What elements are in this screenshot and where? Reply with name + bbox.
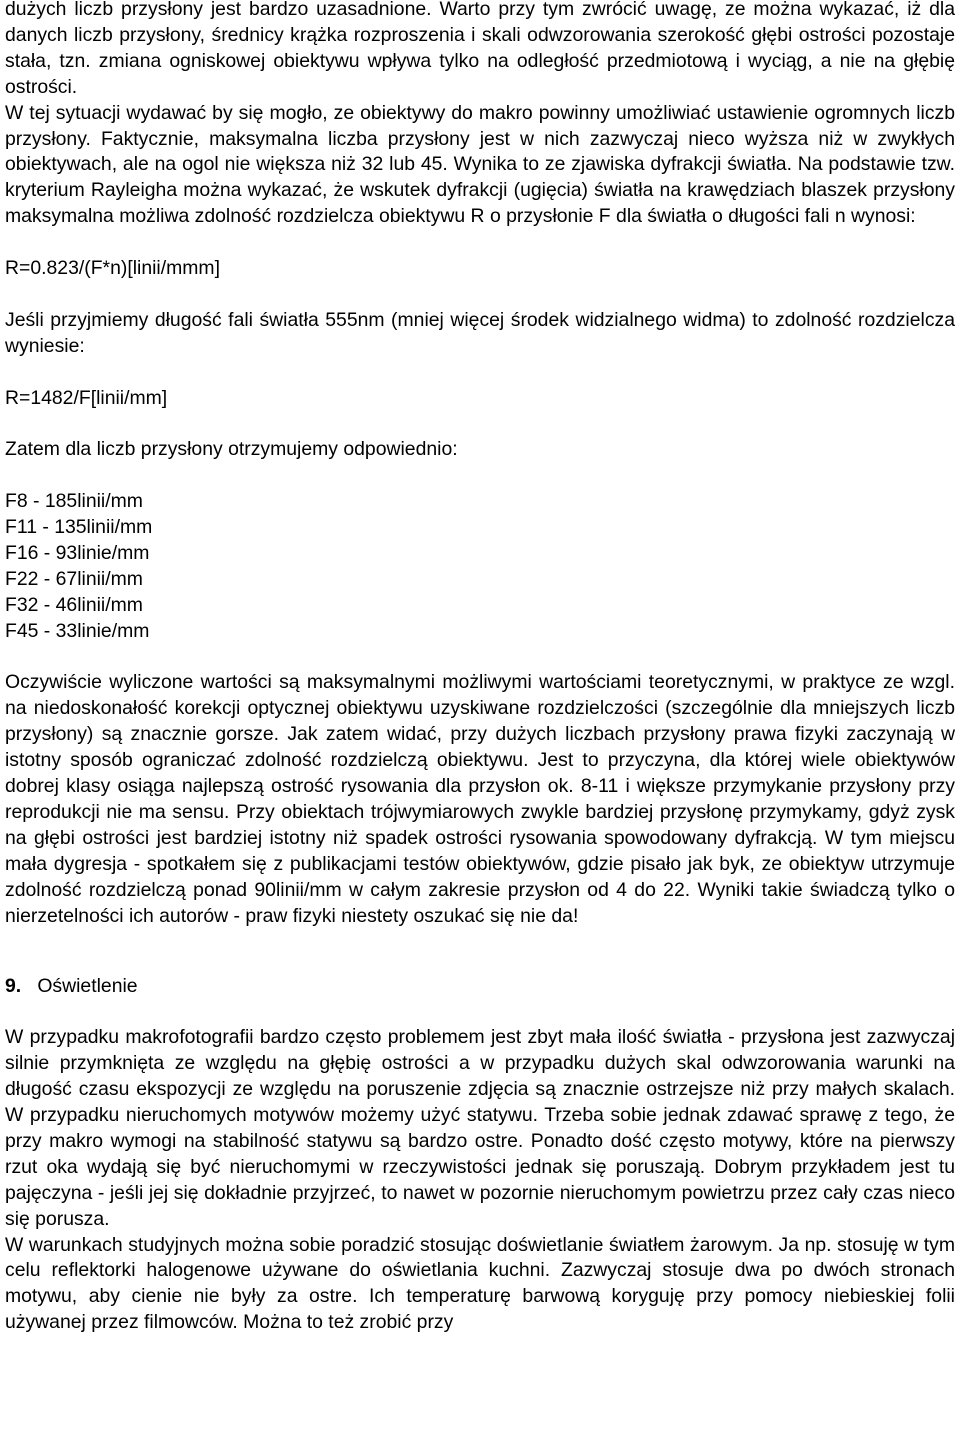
aperture-resolution-list (5, 489, 955, 644)
paragraph: dużych liczb przysłony jest bardzo uzasadnione. Warto przy tym zwrócić uwagę, ze można wykazać, iż dla danych liczb przysłony, średnicy krążka rozproszenia i skali odwzorowania szerokość głębi ostrości pozostaje stała, tzn. zmiana ogniskowej obiektywu wpływa tylko na odległość przedmiotową i wyciąg, a nie na głębię ostrości. (5, 0, 955, 98)
paragraph: W warunkach studyjnych można sobie poradzić stosując doświetlanie światłem żarowym. Ja np. stosuję w tym celu reflektorki halogenowe używane do oświetlania kuchni. Zazwyczaj stosuje dwa po dwóch stronach motywu, aby cienie nie były za ostre. Ich temperaturę barwową koryguję przy pomocy niebieskiej folii używanej przez filmowców. Można to też zrobić przy (5, 1233, 955, 1334)
list-item: F22 - 67linii/mm (5, 567, 143, 590)
formula: R=0.823/(F*n)[linii/mmm] (5, 257, 220, 280)
section-heading (5, 974, 955, 1000)
section-title: Oświetlenie (37, 974, 138, 997)
paragraph: W tej sytuacji wydawać by się mogło, ze obiektywy do makro powinny umożliwiać ustawienie ogromnych liczb przysłony. Faktycznie, maksymalna liczba przysłony jest w nich zazwyczaj nieco wyższa niż w zwykłych obiektywach, ale na ogol nie większa niż 32 lub 45. Wynika to ze zjawiska dyfrakcji światła. Na podstawie tzw. kryterium Rayleigha można wykazać, że wskutek dyfrakcji (ugięcia) światła na krawędziach blaszek przysłony maksymalna możliwa zdolność rozdzielcza obiektywu R o przysłonie F dla światła o długości fali n wynosi: (5, 101, 955, 228)
paragraph: Oczywiście wyliczone wartości są maksymalnymi możliwymi wartościami teoretycznymi, w praktyce ze wzgl. na niedoskonałość korekcji optycznej obiektywu uzyskiwane rozdzielczości (szczególnie dla mniejszych liczb przysłony) są znacznie gorsze. Jak zatem widać, przy dużych liczbach przysłony prawa fizyki zaczynają w istotny sposób ograniczać zdolność rozdzielczą obiektywu. Jest to przyczyna, dla której wiele obiektywów dobrej klasy osiąga najlepszą ostrość rysowania dla przysłon ok. 8-11 i większe przymykanie przysłony przy reprodukcji nie ma sensu. Przy obiektach trójwymiarowych zwykle bardziej przysłonę przymykamy, gdyż zysk na głębi ostrości jest bardziej istotny niż spadek ostrości rysowania spowodowany dyfrakcją. W tym miejscu mała dygresja - spotkałem się z publikacjami testów obiektywów, gdzie pisało jak byk, ze obiektyw utrzymuje zdolność rozdzielczą ponad 90linii/mm w całym zakresie przysłon od 4 do 22. Wyniki takie świadczą tylko o nierzetelności ich autorów - praw fizyki niestety oszukać się nie da! (5, 671, 955, 927)
list-item: F16 - 93linie/mm (5, 541, 150, 564)
paragraph: Zatem dla liczb przysłony otrzymujemy odpowiednio: (5, 438, 458, 461)
formula: R=1482/F[linii/mm] (5, 386, 168, 409)
list-item: F45 - 33linie/mm (5, 619, 150, 642)
spacer (5, 230, 955, 256)
spacer (5, 999, 955, 1025)
paragraph: W przypadku makrofotografii bardzo często problemem jest zbyt mała ilość światła - przysłona jest zazwyczaj silnie przymknięta ze względu na głębię ostrości a w przypadku dużych skal odwzorowania warunki na długość czasu ekspozycji ze względu na poruszenie zdjęcia są znacznie ostrzejsze niż przy małych skalach. W przypadku nieruchomych motywów możemy użyć statywu. Trzeba sobie jednak zdawać sprawę z tego, że przy makro wymogi na stabilność statywu są bardzo ostre. Ponadto dość często motywy, które na pierwszy rzut oka wydają się być nieruchomymi w rzeczywistości jednak się poruszają. Dobrym przykładem jest tu pajęczyna - jeśli jej się dokładnie przyjrzeć, to nawet w pozornie nieruchomym powietrzu przez cały czas nieco się porusza. (5, 1026, 955, 1230)
spacer (5, 411, 955, 437)
spacer (5, 463, 955, 489)
list-item: F8 - 185linii/mm (5, 490, 143, 513)
paragraph: Jeśli przyjmiemy długość fali światła 555nm (mniej więcej środek widzialnego widma) to zdolność rozdzielcza wyniesie: (5, 308, 955, 357)
spacer (5, 930, 955, 974)
section-number: 9. (5, 974, 22, 997)
document-page (5, 0, 955, 1336)
spacer (5, 360, 955, 386)
list-item: F11 - 135linii/mm (5, 516, 153, 539)
list-item: F32 - 46linii/mm (5, 593, 143, 616)
spacer (5, 645, 955, 671)
spacer (5, 282, 955, 308)
